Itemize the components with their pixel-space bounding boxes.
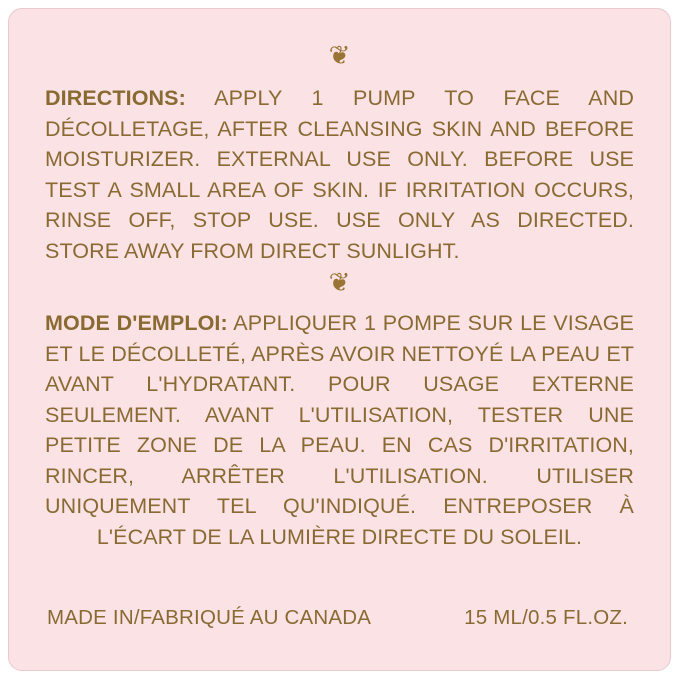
- directions-english-body: APPLY 1 PUMP TO FACE AND DÉCOLLETAGE, AFTER CLEANSING SKIN AND BEFORE MOISTURIZER. EXTERNAL USE ONLY. BEFORE USE TEST A SMALL AREA OF SKIN. IF IRRITATION OCCURS, RINSE OFF, STOP USE. USE ONLY AS DIRECTED. STORE AWAY FROM DIRECT SUNLIGHT.: [45, 86, 634, 263]
- directions-french-body: APPLIQUER 1 POMPE SUR LE VISAGE ET LE DÉCOLLETÉ, APRÈS AVOIR NETTOYÉ LA PEAU ET AVANT L'HYDRATANT. POUR USAGE EXTERNE SEULEMENT. AVANT L'UTILISATION, TESTER UNE PETITE ZONE DE LA PEAU. EN CAS D'IRRITATION, RINCER, ARRÊTER L'UTILISATION. UTILISER UNIQUEMENT TEL QU'INDIQUÉ. ENTREPOSER À L'ÉCART DE LA LUMIÈRE DIRECTE DU SOLEIL.: [45, 311, 634, 549]
- net-volume: 15 ML/0.5 FL.OZ.: [464, 606, 628, 630]
- directions-french-heading: MODE D'EMPLOI:: [45, 311, 228, 336]
- label-footer: [45, 606, 634, 630]
- floral-ornament-icon: ❦: [328, 41, 351, 71]
- directions-english-paragraph: [45, 83, 634, 266]
- country-of-origin: MADE IN/FABRIQUÉ AU CANADA: [47, 606, 372, 630]
- product-label-card: [8, 8, 671, 671]
- floral-ornament-icon-second: ❦: [328, 268, 351, 299]
- directions-french-paragraph: [45, 308, 634, 552]
- directions-english-heading: DIRECTIONS:: [45, 86, 186, 110]
